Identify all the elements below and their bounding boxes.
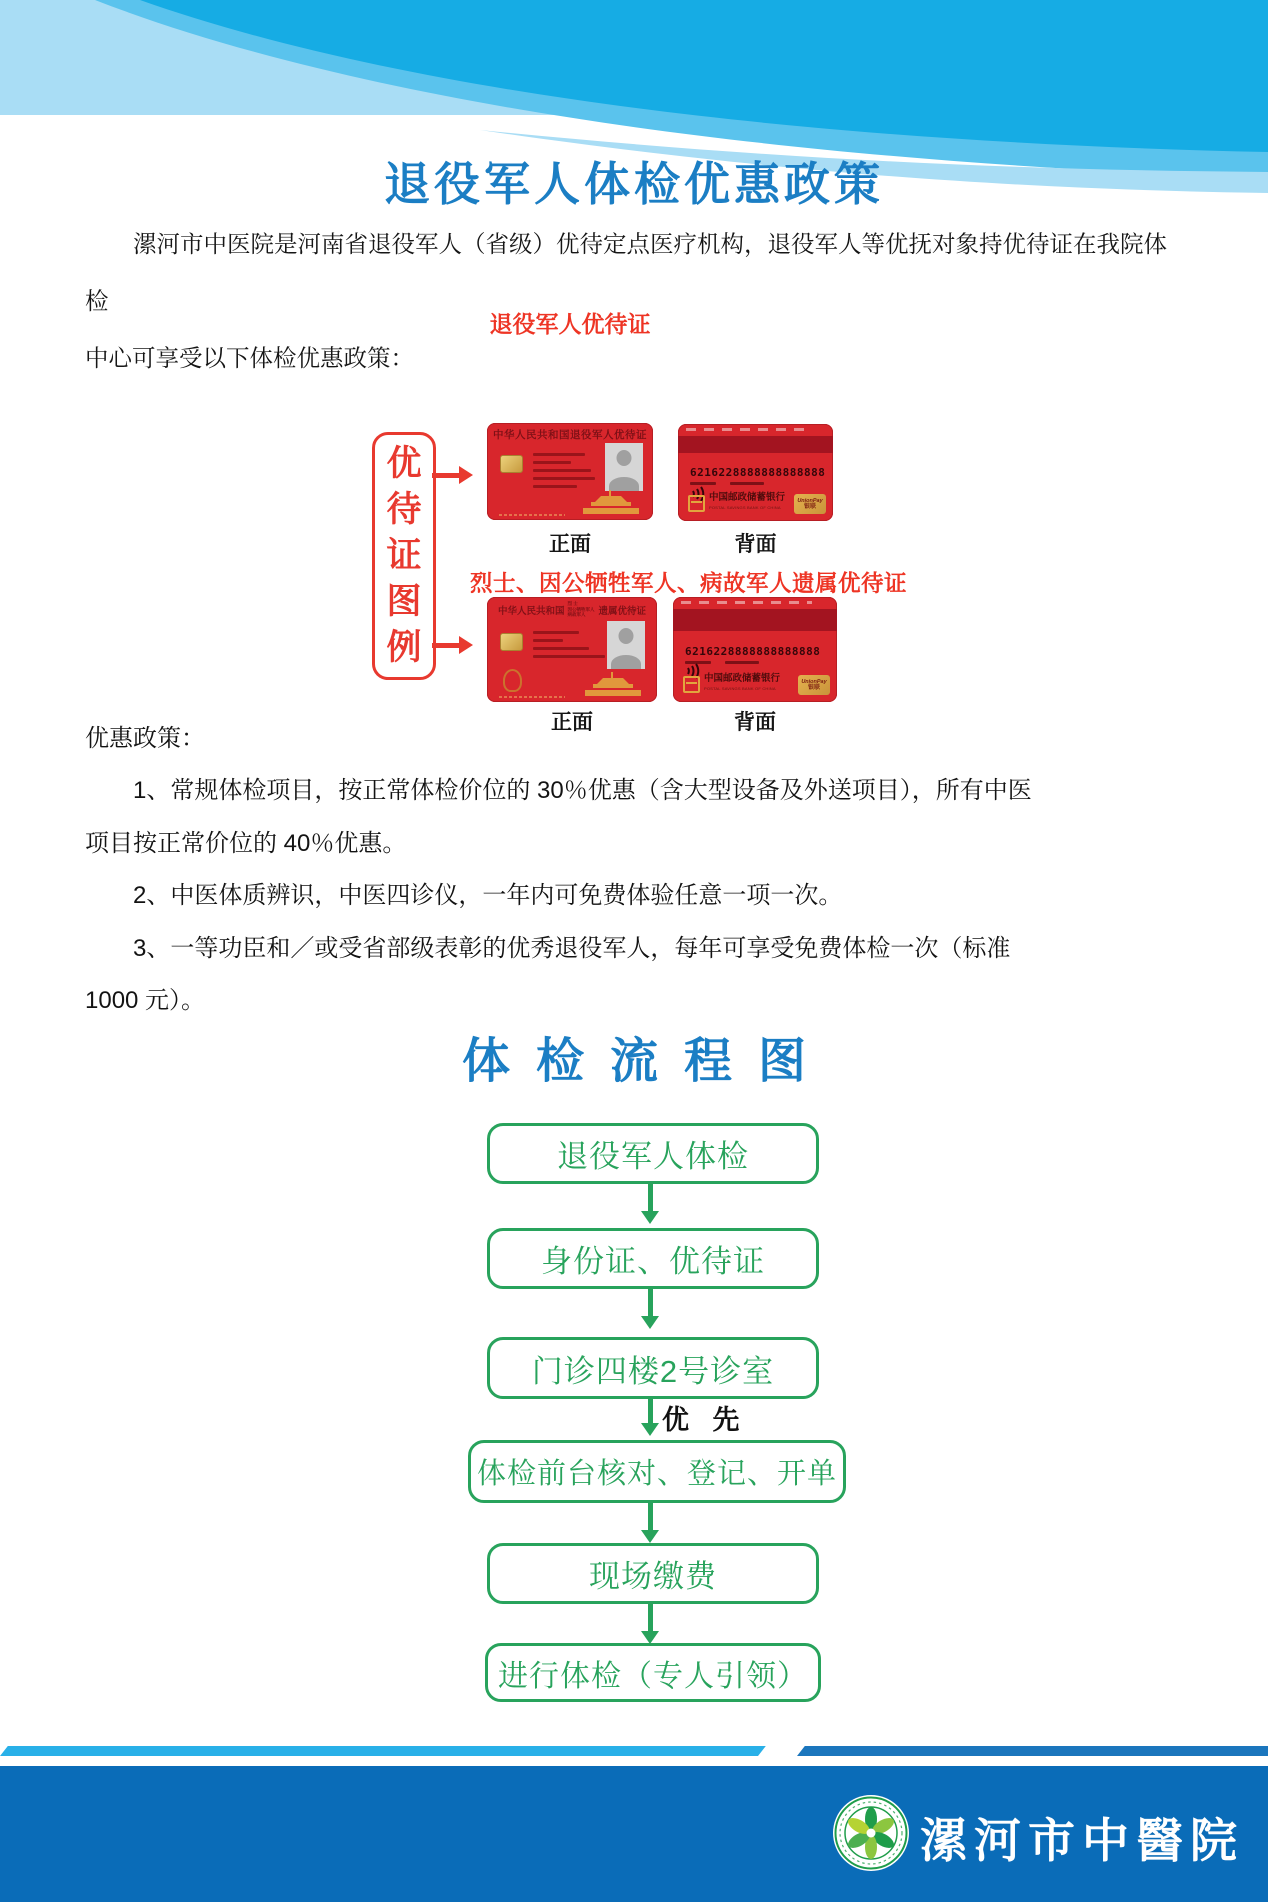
front-side-label: 正面 xyxy=(551,711,593,734)
down-arrow-icon xyxy=(638,1604,662,1644)
chip-icon xyxy=(500,455,523,473)
card-top-marks xyxy=(681,601,812,604)
front-side-label: 正面 xyxy=(549,533,591,556)
unionpay-icon xyxy=(794,494,826,514)
unionpay-icon xyxy=(798,675,830,695)
hospital-logo-icon xyxy=(832,1794,910,1872)
card-top-marks xyxy=(686,428,810,431)
down-arrow-icon xyxy=(638,1396,662,1436)
back-side-label: 背面 xyxy=(734,711,776,734)
intro-line: 中心可享受以下体检优惠政策： xyxy=(85,345,414,371)
down-arrow-icon xyxy=(638,1289,662,1329)
card-group1-title: 退役军人优待证 xyxy=(489,311,651,337)
legend-char: 证 xyxy=(386,536,422,575)
down-arrow-icon xyxy=(638,1503,662,1543)
tiananmen-icon xyxy=(575,490,647,516)
card-detail-lines xyxy=(533,631,605,658)
card-number: 6216228888888888888 xyxy=(690,466,826,479)
legend-char: 图 xyxy=(386,582,422,621)
photo-placeholder xyxy=(607,621,645,669)
right-arrow-icon xyxy=(432,636,473,654)
card-sub-marks xyxy=(690,482,764,485)
unionpay-en: UnionPay xyxy=(797,498,823,504)
card-group2-title: 烈士、因公牺牲军人、病故军人遗属优待证 xyxy=(470,571,908,596)
page-title: 退役军人体检优惠政策 xyxy=(384,157,884,211)
policy-line: 1000 元）。 xyxy=(85,987,206,1014)
card-footer-dots xyxy=(499,514,565,516)
veteran-card-front xyxy=(487,423,653,520)
flow-step-3: 门诊四楼2号诊室 xyxy=(487,1337,819,1399)
flow-step-2: 身份证、优待证 xyxy=(487,1228,819,1289)
unionpay-en: UnionPay xyxy=(801,679,827,685)
intro-line: 漯河市中医院是河南省退役军人（省级）优待定点医疗机构，退役军人等优抚对象持优待证在我院体检 xyxy=(85,231,1167,314)
down-arrow-icon xyxy=(638,1184,662,1224)
survivor-card-front xyxy=(487,597,657,702)
bank-name: 中国邮政储蓄银行 xyxy=(709,492,786,503)
flow-step-4: 体检前台核对、登记、开单 xyxy=(468,1440,846,1503)
policy-line: 项目按正常价位的 40％优惠。 xyxy=(85,829,407,857)
priority-label: 优 先 xyxy=(662,1405,748,1435)
bank-name-en: POSTAL SAVINGS BANK OF CHINA xyxy=(709,505,781,510)
policy-line: 1、常规体检项目，按正常体检价位的 30％优惠（含大型设备及外送项目），所有中医 xyxy=(133,777,1032,804)
tiananmen-icon xyxy=(575,672,651,698)
footer-stripe-dark xyxy=(797,1746,1268,1756)
badge-outline-icon xyxy=(503,669,522,692)
bank-row xyxy=(683,674,780,694)
card-title-stack: 烈 士 因公牺牲军人 病故军人 xyxy=(567,601,595,618)
policy-line: 2、中医体质辨识，中医四诊仪，一年内可免费体验任意一项一次。 xyxy=(133,882,843,909)
veteran-card-back xyxy=(678,424,833,521)
card-front-title: 中华人民共和国退役军人优待证 xyxy=(493,429,647,441)
flow-step-5: 现场缴费 xyxy=(487,1543,819,1604)
back-side-label: 背面 xyxy=(734,533,777,556)
policy-line: 3、一等功臣和／或受省部级表彰的优秀退役军人，每年可享受免费体检一次（标准 xyxy=(133,934,1011,962)
legend-char: 优 xyxy=(386,444,422,483)
magnetic-stripe xyxy=(673,609,837,631)
flow-step-6: 进行体检（专人引领） xyxy=(485,1643,821,1702)
legend-box xyxy=(372,432,436,680)
card-detail-lines xyxy=(533,453,595,488)
right-arrow-icon xyxy=(432,466,473,484)
flow-step-1: 退役军人体检 xyxy=(487,1123,819,1184)
unionpay-cn: 银联 xyxy=(807,685,820,691)
card-footer-dots xyxy=(499,696,565,698)
unionpay-cn: 银联 xyxy=(803,504,816,510)
photo-placeholder xyxy=(605,443,643,491)
bank-logo-icon xyxy=(688,495,705,512)
intro-paragraph xyxy=(85,216,1185,387)
legend-char: 待 xyxy=(386,490,422,529)
chip-icon xyxy=(500,633,523,651)
survivor-card-back xyxy=(673,597,837,702)
card-title-left: 中华人民共和国 xyxy=(497,606,565,618)
magnetic-stripe xyxy=(678,436,833,453)
policy-section xyxy=(85,718,1195,1028)
card-title-right: 遗属优待证 xyxy=(598,606,647,618)
card-number: 6216228888888888888 xyxy=(685,645,821,658)
bank-logo-icon xyxy=(683,676,700,693)
hospital-name: 漯河市中醫院 xyxy=(920,1814,1244,1869)
bank-name: 中国邮政储蓄银行 xyxy=(704,673,781,684)
policy-heading: 优惠政策： xyxy=(85,725,205,752)
flowchart-title: 体检流程图 xyxy=(461,1033,832,1089)
footer-stripe-cyan xyxy=(0,1746,766,1756)
bank-row xyxy=(688,493,785,513)
legend-char: 例 xyxy=(386,628,422,667)
card-front-title xyxy=(487,602,657,619)
bank-name-en: POSTAL SAVINGS BANK OF CHINA xyxy=(704,686,776,691)
